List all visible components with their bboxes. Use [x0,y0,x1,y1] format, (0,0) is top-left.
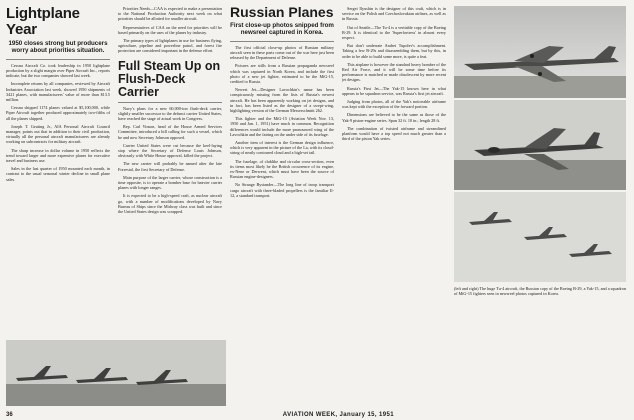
paragraph: Main purpose of the larger carrier, whose construction is a time opposite, is to operate a bomber base for heavier carrier planes with longer ranges. [118,174,222,191]
paragraph: Newest Jet—Designer Lavochkin's name has been conspicuously missing from the lists of Russia's newest aircraft. He has been apparently working on jet designs, and in fact, has been listed as the designer of a swept-wing, highlighting version of the German Messerschmitt 262. [230,87,334,114]
paragraph: The new carrier will probably be named after the late Forrestal, the first Secretary of Defense. [118,161,222,172]
paragraph: Pictures are stills from a Russian propaganda newsreel which was captured in North Korea, and include the first photo of a new jet fighter, estimated to be the MiG-15, credited to Russia. [230,63,334,85]
article-headline: Full Steam Up on Flush-Deck Carrier [118,58,221,99]
paragraph: Sales in the last quarter of 1950 mounted each month, in contrast to the usual seasonal winter decline in small plane sales. [6,166,110,182]
paragraph: Out of Seattle—The Tu-4 is a veritable copy of the Boeing B-29. It is identical to the 'Superfortress' in almost every respect. [342,24,446,41]
paragraph: Representatives of CAA on the need for priorities will be based primarily on the uses of the planes by industry. [118,24,222,35]
article-deck: First close-up photos snipped from newsreel captured in Korea. [230,22,334,37]
paragraph: The combination of twisted airframe and streamlined planform would have a top speed not much greater than a third of the piston Yak series. [342,125,446,142]
paragraph: The fuselage, of clublike and circular cross-section, even its items most likely be the British occurrence of its engine, ex-Nene or Derwent, which must have been the source of Russian engine-designers. [230,158,334,180]
divider [230,41,334,42]
column-4 [342,6,446,406]
article-headline: Russian Planes [230,6,334,20]
photo-caption: (left and right) The huge Tu-4 aircraft, the Russian copy of the Boeing B-29, a Yak-15, and a squadron of MiG-15 fighters seen in newsreel photos captured in Korea. [454,286,626,297]
paragraph: But don't underrate Andrei Tupolev's accomplishment. Taking a few B-29s and disassembling them, but by this, in order to be able to build some more, is quite a feat. [342,43,446,59]
photo-aircraft-formation [454,192,626,282]
paragraph: Incomplete returns by all companies, reviewed by Aircraft Industries Association last week, showed 1950 shipments of 3421 planes, with manufacturers' value of more than $13.5 million. [6,81,110,103]
column-3 [230,6,334,406]
paragraph: It is expected to be a high-speed craft, as nuclear aircraft go, with a number of modifications developed by Navy Bureau of Ships since the Midway class was built and since the United States design was scrapped. [118,193,222,215]
photo-jet-fighter [454,100,626,190]
photo-bomber-aircraft [454,6,626,98]
divider [6,59,110,60]
paragraph: Dimensions are believed to be the same as those of the Yak-9 piston-engine series. Span 32 ft. 10 in.; length 28 ft. [342,112,446,123]
paragraph: Judging from photos, all of the Yak's noticeable airframe was kept with the exception of the forward portion. [342,99,446,110]
paragraph: The first official close-up photos of Russian military aircraft seen in these parts come out of the war here just been released by the Department of Defense. [230,44,334,61]
article-headline: Lightplane Year [6,6,80,38]
paragraph: This fighter and the MiG-15 (Aviation Week Nov. 13, 1950 and Jan. 1, 1951) have much in common. Recognition differences would include the more pronounced wing of the Lavochkin and the fairing on the under side of its fuselage. [230,116,334,137]
paragraph: Cessna shipped 1174 planes valued at $5,100,000, while Piper Aircraft together produced approximately two-fifths of all the planes shipped. [6,105,110,121]
paragraph: This airplane is however the standard heavy bomber of the Red Air Force, and it will be some time before its performance is matched or made obsolescent by more recent jet designs. [342,61,446,83]
paragraph: Carrier United States were cut because the keel-laying stop where the Secretary of Defense Louis Johnson, obviously with White House approval, killed the project. [118,142,222,159]
paragraph: The primary types of lightplanes in use for business flying, agriculture, pipeline and powerline patrol, and forest fire protection are considered important in the defense effort. [118,38,222,54]
publication-line: AVIATION WEEK, January 15, 1951 [282,412,394,418]
paragraph: Priorities Needs—CAA is expected to make a presentation to the National Production Authority next week on what priorities should be allotted for smaller aircraft. [118,6,222,22]
paragraph: Another item of interest is the German design influence, which is very apparent in the picture of the La, with its cloud-string of neatly contoured cloud and a high-set tail. [230,140,334,156]
paragraph: Rep. Carl Vinson, head of the House Armed Services Committee, introduced a bill calling for such a vessel, which he and now Secretary Johnson opposed. [118,124,222,140]
paragraph: Cessna Aircraft Co. took leadership in 1950 lightplane production by a slight margin over Piper Aircraft Inc., reports indicate, but the two companies showed last week. [6,62,110,79]
page-number: 36 [6,412,13,418]
paragraph: Joseph T. Geuting Jr., AIA Personal Aircraft Council manager, points out that in addition to their civil production, virtually all the personal aircraft manufacturers are already working on subcontracts for military aircraft. [6,123,110,145]
article-deck: 1950 closes strong but producers worry about priorities situation. [8,40,108,55]
photo-transport-aircraft-line [6,340,226,406]
divider [118,102,222,103]
paragraph: Navy's plans for a new 60,000-ton flush-deck carrier, slightly smaller successor to the defunct carrier United States, have reached the stage of actual work in Congress. [118,105,222,122]
paragraph: The sharp increase in dollar volume in 1950 reflects the trend toward larger and more expensive planes for executive travel and business use. [6,147,110,164]
paragraph: No Strange Bystander—The long line of troop transport cargo aircraft with three-bladed propellers is the familiar Il-12, a standard transport. [230,182,334,198]
paragraph: Russia's First Jet—The Yak-15 known here in what appears to be squadron service, was Russia's first jet aircraft. [342,85,446,96]
paragraph: Sergei Ilyushin is the designer of this craft, which is in service on the Polish and Czechoslovakian airlines, as well as in Russia. [342,6,446,22]
